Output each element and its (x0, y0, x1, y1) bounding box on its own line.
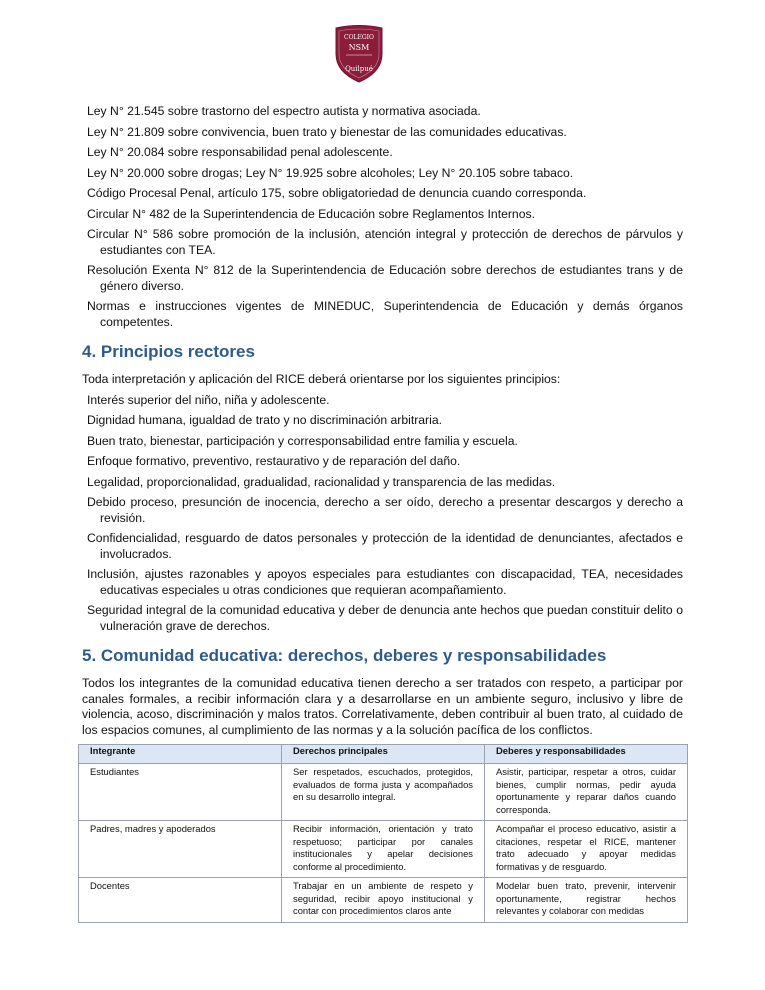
column-header: Integrante (79, 745, 282, 764)
list-item: Circular N° 482 de la Superintendencia de Educación sobre Reglamentos Internos. (87, 206, 535, 221)
section-4-intro: Toda interpretación y aplicación del RICE deberá orientarse por los siguientes principios: (82, 372, 561, 386)
table-header-row (79, 745, 688, 764)
list-item: Inclusión, ajustes razonables y apoyos especiales para estudiantes con discapacidad, TEA, necesidades educativas especiales u otras condiciones que requieran acompañamiento. (87, 567, 683, 597)
section-5-intro: Todos los integrantes de la comunidad educativa tienen derecho a ser tratados con respeto, a participar por canales formales, a recibir información clara y a desarrollarse en un ambiente seguro, inclusivo y libre de violencia, acoso, discriminación y malos tratos. Correlativamente, deben contribuir al buen trato, al cuidado de los espacios comunes, al cumplimiento de las normas y a la solución pacífica de los conflictos. (82, 676, 683, 737)
normativa-list (82, 104, 683, 330)
list-item: Ley N° 20.084 sobre responsabilidad penal adolescente. (87, 145, 393, 159)
community-roles-table (78, 744, 688, 923)
list-item: Dignidad humana, igualdad de trato y no discriminación arbitraria. (87, 413, 442, 427)
section-4-heading: 4. Principios rectores (82, 342, 255, 361)
section-5-heading: 5. Comunidad educativa: derechos, deberes y responsabilidades (82, 646, 607, 665)
list-item: Confidencialidad, resguardo de datos personales y protección de la identidad de denunciantes, afectados e involucrados. (87, 531, 683, 561)
list-item: Ley N° 21.809 sobre convivencia, buen trato y bienestar de las comunidades educativas. (87, 124, 567, 139)
list-item: Seguridad integral de la comunidad educativa y deber de denuncia ante hechos que puedan constituir delito o vulneración grave de derechos. (87, 603, 683, 633)
table-cell: Trabajar en un ambiente de respeto y seguridad, recibir apoyo institucional y contar con procedimientos claros ante (282, 878, 485, 923)
table-row (79, 821, 688, 878)
column-header: Derechos principales (282, 745, 485, 764)
table-cell: Modelar buen trato, prevenir, intervenir oportunamente, registrar hechos relevantes y colaborar con medidas (485, 878, 688, 923)
list-item: Enfoque formativo, preventivo, restaurativo y de reparación del daño. (87, 454, 461, 468)
svg-text:NSM: NSM (348, 43, 370, 52)
list-item: Debido proceso, presunción de inocencia, derecho a ser oído, derecho a presentar descargos y derecho a revisión. (87, 495, 683, 525)
list-item: Ley N° 21.545 sobre trastorno del espectro autista y normativa asociada. (87, 104, 481, 118)
table-row (79, 764, 688, 821)
list-item: Normas e instrucciones vigentes de MINEDUC, Superintendencia de Educación y demás órganos competentes. (87, 299, 683, 329)
table-row (79, 878, 688, 923)
school-crest-logo (332, 24, 386, 84)
column-header: Deberes y responsabilidades (485, 745, 688, 764)
document-body (82, 104, 683, 743)
table-cell: Acompañar el proceso educativo, asistir a citaciones, respetar el RICE, mantener trato adecuado y apoyar medidas formativas y de resguardo. (485, 821, 688, 878)
table-cell: Docentes (79, 878, 282, 923)
table-cell: Asistir, participar, respetar a otros, cuidar bienes, cumplir normas, pedir ayuda oportunamente y reparar daños cuando corresponda. (485, 764, 688, 821)
svg-text:Quilpué: Quilpué (345, 65, 373, 73)
svg-text:COLEGIO: COLEGIO (344, 34, 374, 41)
table-cell: Estudiantes (79, 764, 282, 821)
table-cell: Padres, madres y apoderados (79, 821, 282, 878)
table-cell: Ser respetados, escuchados, protegidos, evaluados de forma justa y acompañados en su desarrollo integral. (282, 764, 485, 821)
list-item: Interés superior del niño, niña y adolescente. (87, 392, 330, 407)
principles-list (82, 393, 683, 635)
list-item: Resolución Exenta N° 812 de la Superintendencia de Educación sobre derechos de estudiantes trans y de género diverso. (87, 263, 683, 293)
list-item: Circular N° 586 sobre promoción de la inclusión, atención integral y protección de derechos de párvulos y estudiantes con TEA. (87, 227, 683, 257)
list-item: Buen trato, bienestar, participación y corresponsabilidad entre familia y escuela. (87, 433, 518, 448)
list-item: Ley N° 20.000 sobre drogas; Ley N° 19.925 sobre alcoholes; Ley N° 20.105 sobre tabaco. (87, 165, 574, 180)
list-item: Legalidad, proporcionalidad, gradualidad, racionalidad y transparencia de las medidas. (87, 474, 556, 489)
list-item: Código Procesal Penal, artículo 175, sobre obligatoriedad de denuncia cuando corresponda. (87, 186, 587, 200)
table-cell: Recibir información, orientación y trato respetuoso; participar por canales institucionales y apelar decisiones conforme al procedimiento. (282, 821, 485, 878)
